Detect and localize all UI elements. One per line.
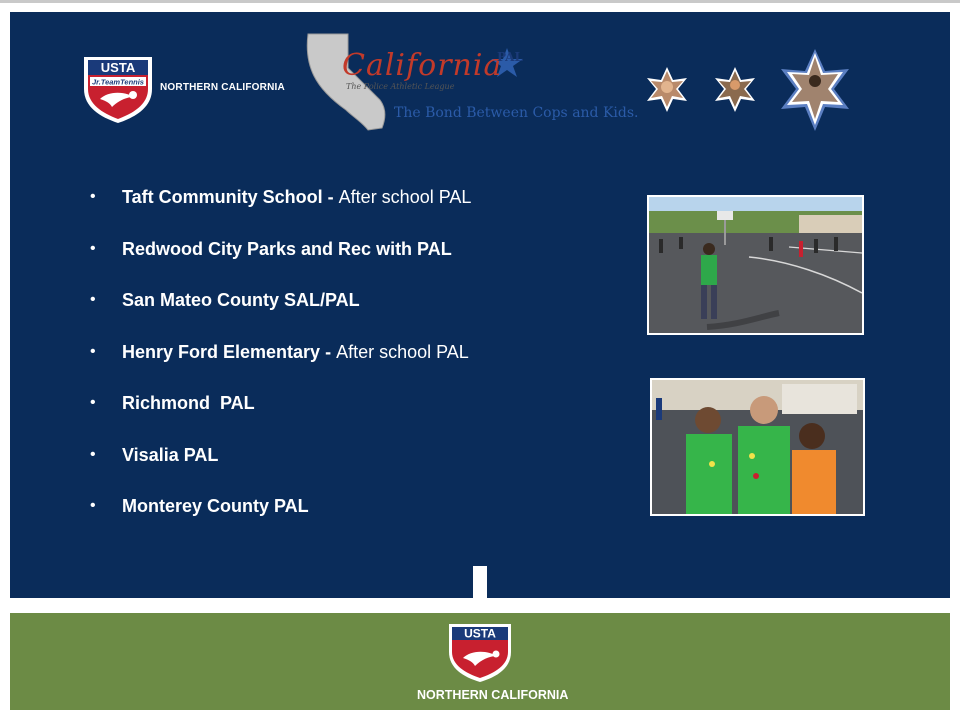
program-name: Henry Ford Elementary (122, 341, 321, 362)
usta-region-label: NORTHERN CALIFORNIA (160, 82, 285, 93)
program-name: Monterey County PAL (122, 496, 309, 516)
list-item: • Redwood City Parks and Rec with PAL (90, 238, 452, 259)
photo-three-boys-green-shirts (650, 378, 865, 516)
star-photo-action (781, 49, 849, 131)
pal-tagline: The Bond Between Cops and Kids. (394, 105, 639, 121)
program-name: Visalia PAL (122, 444, 219, 465)
california-pal-banner (302, 30, 642, 135)
top-rule (0, 0, 960, 3)
list-item: • Monterey County PAL (90, 496, 309, 516)
program-list (90, 182, 620, 543)
pal-badge: PAL (497, 50, 523, 64)
pal-title: California (342, 48, 503, 83)
photo-kids-playground-tennis (647, 195, 864, 335)
usta-footer-logo-text: USTA (464, 626, 496, 641)
divider-notch (473, 566, 487, 602)
list-item: • Henry Ford Elementary - After school PAL (90, 341, 469, 362)
list-item: • Taft Community School - After school PAL (90, 187, 472, 207)
pal-small-text: The Police Athletic League (346, 82, 455, 91)
program-note: After school PAL (336, 341, 469, 362)
usta-jr-team-tennis-logo (78, 55, 285, 125)
star-photo-player (715, 67, 755, 112)
usta-shield-icon (78, 55, 158, 125)
usta-footer-region-label: NORTHERN CALIFORNIA (417, 688, 569, 702)
program-name: Taft Community School (122, 187, 323, 207)
usta-shield-icon (415, 622, 545, 684)
usta-team-text: Jr.TeamTennis (92, 77, 144, 87)
star-photo-kids (647, 67, 687, 112)
star-photo-group (635, 45, 870, 145)
program-name: Redwood City Parks and Rec with PAL (122, 238, 452, 259)
program-name: San Mateo County SAL/PAL (122, 290, 360, 310)
usta-footer-logo (415, 622, 569, 707)
usta-logo-text: USTA (100, 60, 136, 75)
program-name: Richmond PAL (122, 393, 255, 413)
list-item: • Visalia PAL (90, 444, 219, 465)
list-item: • San Mateo County SAL/PAL (90, 290, 360, 310)
list-item: • Richmond PAL (90, 393, 255, 413)
program-note: After school PAL (338, 187, 472, 207)
